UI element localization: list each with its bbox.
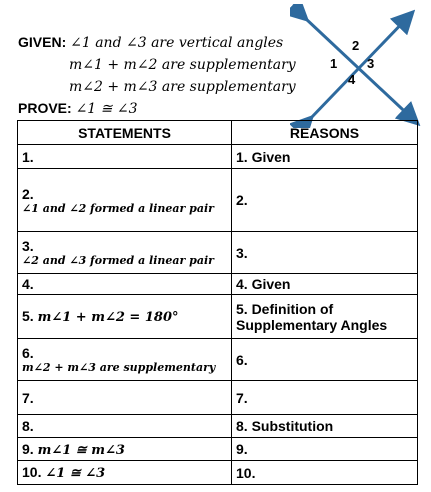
diagram-svg xyxy=(290,4,431,128)
header-statements: STATEMENTS xyxy=(18,121,232,145)
reason-text: 1. Given xyxy=(236,148,291,165)
proof-table xyxy=(17,120,418,485)
given-line-3 xyxy=(18,75,318,97)
statement-text: m∠1 + m∠2 = 180° xyxy=(37,310,179,325)
statement-cell[interactable] xyxy=(18,381,232,415)
angle-label-3: 3 xyxy=(367,56,375,71)
reason-cell[interactable] xyxy=(232,232,418,274)
intersecting-lines-diagram xyxy=(290,4,431,128)
statement-number: 8. xyxy=(22,418,34,434)
statement-cell[interactable] xyxy=(18,274,232,295)
statement-text: m∠2 + m∠3 are supplementary xyxy=(22,361,216,374)
angle-label-1: 1 xyxy=(330,56,338,71)
reason-cell[interactable] xyxy=(232,438,418,461)
prove-label: PROVE: xyxy=(18,100,72,116)
angle-label-2: 2 xyxy=(352,38,360,53)
reason-text: 4. Given xyxy=(236,276,291,292)
given-prove-block xyxy=(18,31,318,119)
statement-number: 7. xyxy=(22,389,34,406)
statement-text: ∠2 and ∠3 formed a linear pair xyxy=(22,254,214,267)
table-row xyxy=(18,415,418,438)
reason-text: 3. xyxy=(236,244,248,261)
statement-number: 5. xyxy=(22,308,34,324)
statement-cell[interactable] xyxy=(18,461,232,485)
statement-cell[interactable] xyxy=(18,415,232,438)
table-row xyxy=(18,232,418,274)
statement-number: 6. xyxy=(22,345,34,361)
table-row xyxy=(18,145,418,169)
reason-text: 10. xyxy=(236,464,256,481)
table-row xyxy=(18,274,418,295)
reason-cell[interactable] xyxy=(232,339,418,381)
table-row xyxy=(18,339,418,381)
given-label: GIVEN: xyxy=(18,34,67,50)
reason-cell[interactable] xyxy=(232,145,418,169)
table-header-row xyxy=(18,121,418,145)
statement-cell[interactable] xyxy=(18,145,232,169)
statement-text: ∠1 and ∠2 formed a linear pair xyxy=(22,201,214,215)
statement-number: 4. xyxy=(22,276,34,292)
statement-cell[interactable] xyxy=(18,438,232,461)
reason-cell[interactable] xyxy=(232,274,418,295)
reason-cell[interactable] xyxy=(232,461,418,485)
statement-cell[interactable] xyxy=(18,339,232,381)
statement-number: 10. xyxy=(22,464,42,480)
statement-text: ∠1 ≅ ∠3 xyxy=(45,466,106,481)
reason-cell[interactable] xyxy=(232,381,418,415)
reason-text: 7. xyxy=(236,389,248,406)
reason-text: 8. Substitution xyxy=(236,418,334,434)
table-row xyxy=(18,295,418,339)
statement-number: 9. xyxy=(22,440,34,457)
statement-text: m∠1 ≅ m∠3 xyxy=(37,442,125,458)
prove-line xyxy=(18,97,318,119)
reason-cell[interactable] xyxy=(232,415,418,438)
statement-cell[interactable] xyxy=(18,169,232,232)
reason-cell[interactable] xyxy=(232,295,418,339)
prove-statement: ∠1 ≅ ∠3 xyxy=(75,101,138,117)
given-line-1 xyxy=(18,31,318,53)
statement-number: 2. xyxy=(22,185,34,202)
given-statement-3: m∠2 + m∠3 are supplementary xyxy=(69,79,296,95)
table-row xyxy=(18,461,418,485)
statement-cell[interactable] xyxy=(18,295,232,339)
reason-text: 5. Definition of Supplementary Angles xyxy=(236,300,388,333)
given-statement-1: ∠1 and ∠3 are vertical angles xyxy=(70,35,284,51)
reason-text: 6. xyxy=(236,351,248,368)
statement-cell[interactable] xyxy=(18,232,232,274)
angle-label-4: 4 xyxy=(348,72,356,87)
table-row xyxy=(18,438,418,461)
reason-text: 9. xyxy=(236,441,248,457)
statement-number: 1. xyxy=(22,148,34,165)
header-reasons: REASONS xyxy=(232,121,418,145)
given-line-2 xyxy=(18,53,318,75)
given-statement-2: m∠1 + m∠2 are supplementary xyxy=(69,57,296,73)
reason-cell[interactable] xyxy=(232,169,418,232)
reason-text: 2. xyxy=(236,192,248,208)
statement-number: 3. xyxy=(22,238,34,254)
table-row xyxy=(18,381,418,415)
table-row xyxy=(18,169,418,232)
